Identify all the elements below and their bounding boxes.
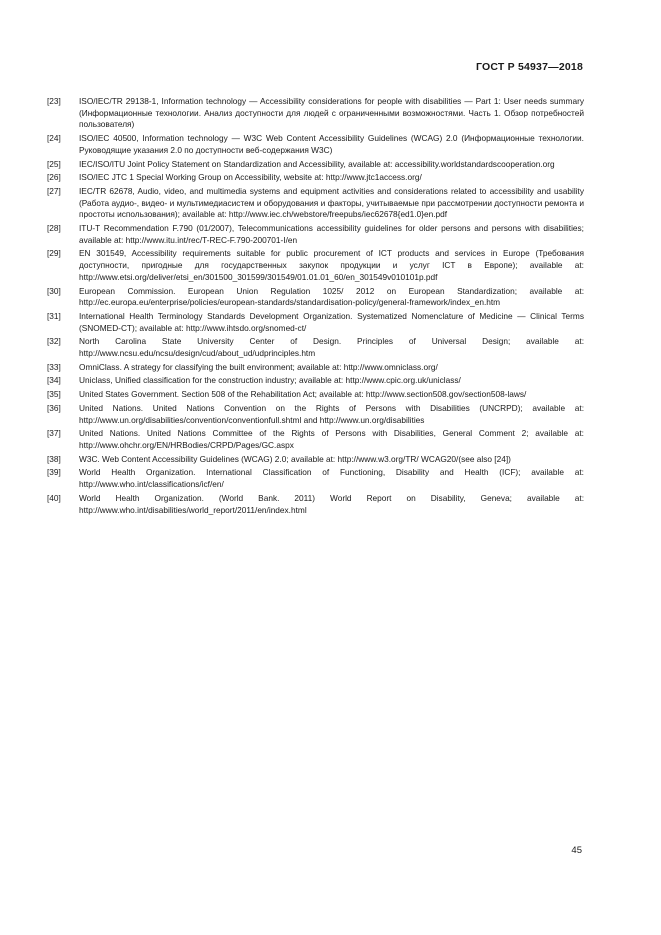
reference-text: United Nations. United Nations Convention on the Rights of Persons with Disabilities (UNCRPD); available at: http://www.un.org/disabilities/convention/conventionfull.shtml and http://www.un.org/disabilities [79, 402, 584, 425]
reference-item [47, 96, 584, 131]
reference-text: European Commission. European Union Regulation 1025/ 2012 on European Standardization; available at: http://ec.europa.eu/enterprise/policies/european-standards/standardisation-policy/general-framework/index_en.htm [79, 285, 584, 308]
reference-number: [40] [47, 492, 61, 503]
reference-text: World Health Organization. (World Bank. 2011) World Report on Disability, Geneva; available at: http://www.who.int/disabilities/world_report/2011/en/index.html [79, 492, 584, 515]
reference-text: W3C. Web Content Accessibility Guidelines (WCAG) 2.0; available at: http://www.w3.org/TR/ WCAG20/(see also [24]) [79, 453, 511, 464]
reference-text: Uniclass, Unified classification for the construction industry; available at: http://www.cpic.org.uk/uniclass/ [79, 375, 461, 386]
reference-text: ISO/IEC 40500, Information technology — W3C Web Content Accessibility Guidelines (WCAG) 2.0 (Информационные технологии. Руководящие указания 2.0 по доступности веб-содержания W3C) [79, 133, 584, 155]
reference-item [47, 133, 584, 156]
reference-item [47, 493, 584, 516]
reference-number: [36] [47, 402, 61, 413]
reference-item [47, 454, 584, 466]
reference-number: [34] [47, 375, 61, 386]
reference-item [47, 286, 584, 309]
reference-item [47, 389, 584, 401]
reference-number: [32] [47, 336, 61, 347]
reference-text: United States Government. Section 508 of the Rehabilitation Act; available at: http://www.section508.gov/section508-laws/ [79, 389, 527, 400]
reference-item [47, 375, 584, 387]
reference-text: IEC/TR 62678, Audio, video, and multimedia systems and equipment activities and considerations related to accessibility and usability (Работа аудио-, видео- и мультимедиасистем и оборудования и факторы, учитываемые при рассмотрении доступности ремонта и простоты использования); available at: http://www.iec.ch/webstore/freepubs/iec62678{ed1.0}en.pdf [79, 185, 584, 220]
reference-item [47, 336, 584, 359]
reference-number: [25] [47, 158, 61, 169]
reference-number: [27] [47, 185, 61, 196]
reference-item [47, 428, 584, 451]
reference-item [47, 362, 584, 374]
reference-text: EN 301549, Accessibility requirements suitable for public procurement of ICT products and services in Europe (Требования доступности, пригодные для государственных закупок продукции и услуг ICT в Европе); available at: http://www.etsi.org/deliver/etsi_en/301500_301599/301549/01.01.01_60/en_301549v010101p.pdf [79, 248, 584, 282]
reference-text: International Health Terminology Standards Development Organization. Systematized Nomenclature of Medicine — Clinical Terms (SNOMED-CT); available at: http://www.ihtsdo.org/snomed-ct/ [79, 310, 584, 333]
reference-text: North Carolina State University Center of Design. Principles of Universal Design; available at: http://www.ncsu.edu/ncsu/design/cud/about_ud/udprinciples.htm [79, 336, 584, 359]
reference-item [47, 186, 584, 221]
document-header: ГОСТ Р 54937—2018 [475, 61, 583, 73]
page-number: 45 [571, 845, 582, 856]
reference-number: [26] [47, 172, 61, 183]
reference-number: [23] [47, 96, 61, 106]
reference-number: [33] [47, 361, 61, 372]
reference-text: United Nations. United Nations Committee of the Rights of Persons with Disabilities, General Comment 2; available at: http://www.ohchr.org/EN/HRBodies/CRPD/Pages/GC.aspx [79, 428, 584, 450]
reference-text: World Health Organization. International Classification of Functioning, Disability and Health (ICF); available at: http://www.who.int/classifications/icf/en/ [79, 467, 584, 490]
reference-item [47, 159, 584, 171]
reference-item [47, 172, 584, 184]
reference-text: IEC/ISO/ITU Joint Policy Statement on Standardization and Accessibility, available at: accessibility.worldstandardscooperation.org [79, 158, 555, 169]
reference-item [47, 248, 584, 283]
bibliography-list [47, 96, 584, 518]
reference-number: [28] [47, 223, 61, 234]
reference-item [47, 311, 584, 334]
reference-text: OmniClass. A strategy for classifying the built environment; available at: http://www.omniclass.org/ [79, 361, 438, 372]
reference-number: [30] [47, 285, 61, 296]
reference-number: [39] [47, 467, 61, 478]
reference-number: [35] [47, 389, 61, 400]
reference-number: [37] [47, 428, 61, 439]
reference-item [47, 467, 584, 490]
reference-item [47, 223, 584, 246]
reference-number: [38] [47, 453, 61, 464]
reference-item [47, 403, 584, 426]
reference-number: [31] [47, 310, 61, 321]
reference-text: ISO/IEC JTC 1 Special Working Group on Accessibility, website at: http://www.jtc1access.org/ [79, 172, 422, 183]
reference-text: ISO/IEC/TR 29138-1, Information technology — Accessibility considerations for people with disabilities — Part 1: User needs summary (Информационные технологии. Анализ доступности для людей с ограниченными возможностями. Часть 1. Обзор потребностей пользователя) [79, 96, 584, 130]
reference-number: [24] [47, 133, 61, 144]
reference-text: ITU-T Recommendation F.790 (01/2007), Telecommunications accessibility guidelines for older persons and persons with disabilities; available at: http://www.itu.int/rec/T-REC-F.790-200701-I/en [79, 223, 584, 245]
reference-number: [29] [47, 248, 61, 259]
